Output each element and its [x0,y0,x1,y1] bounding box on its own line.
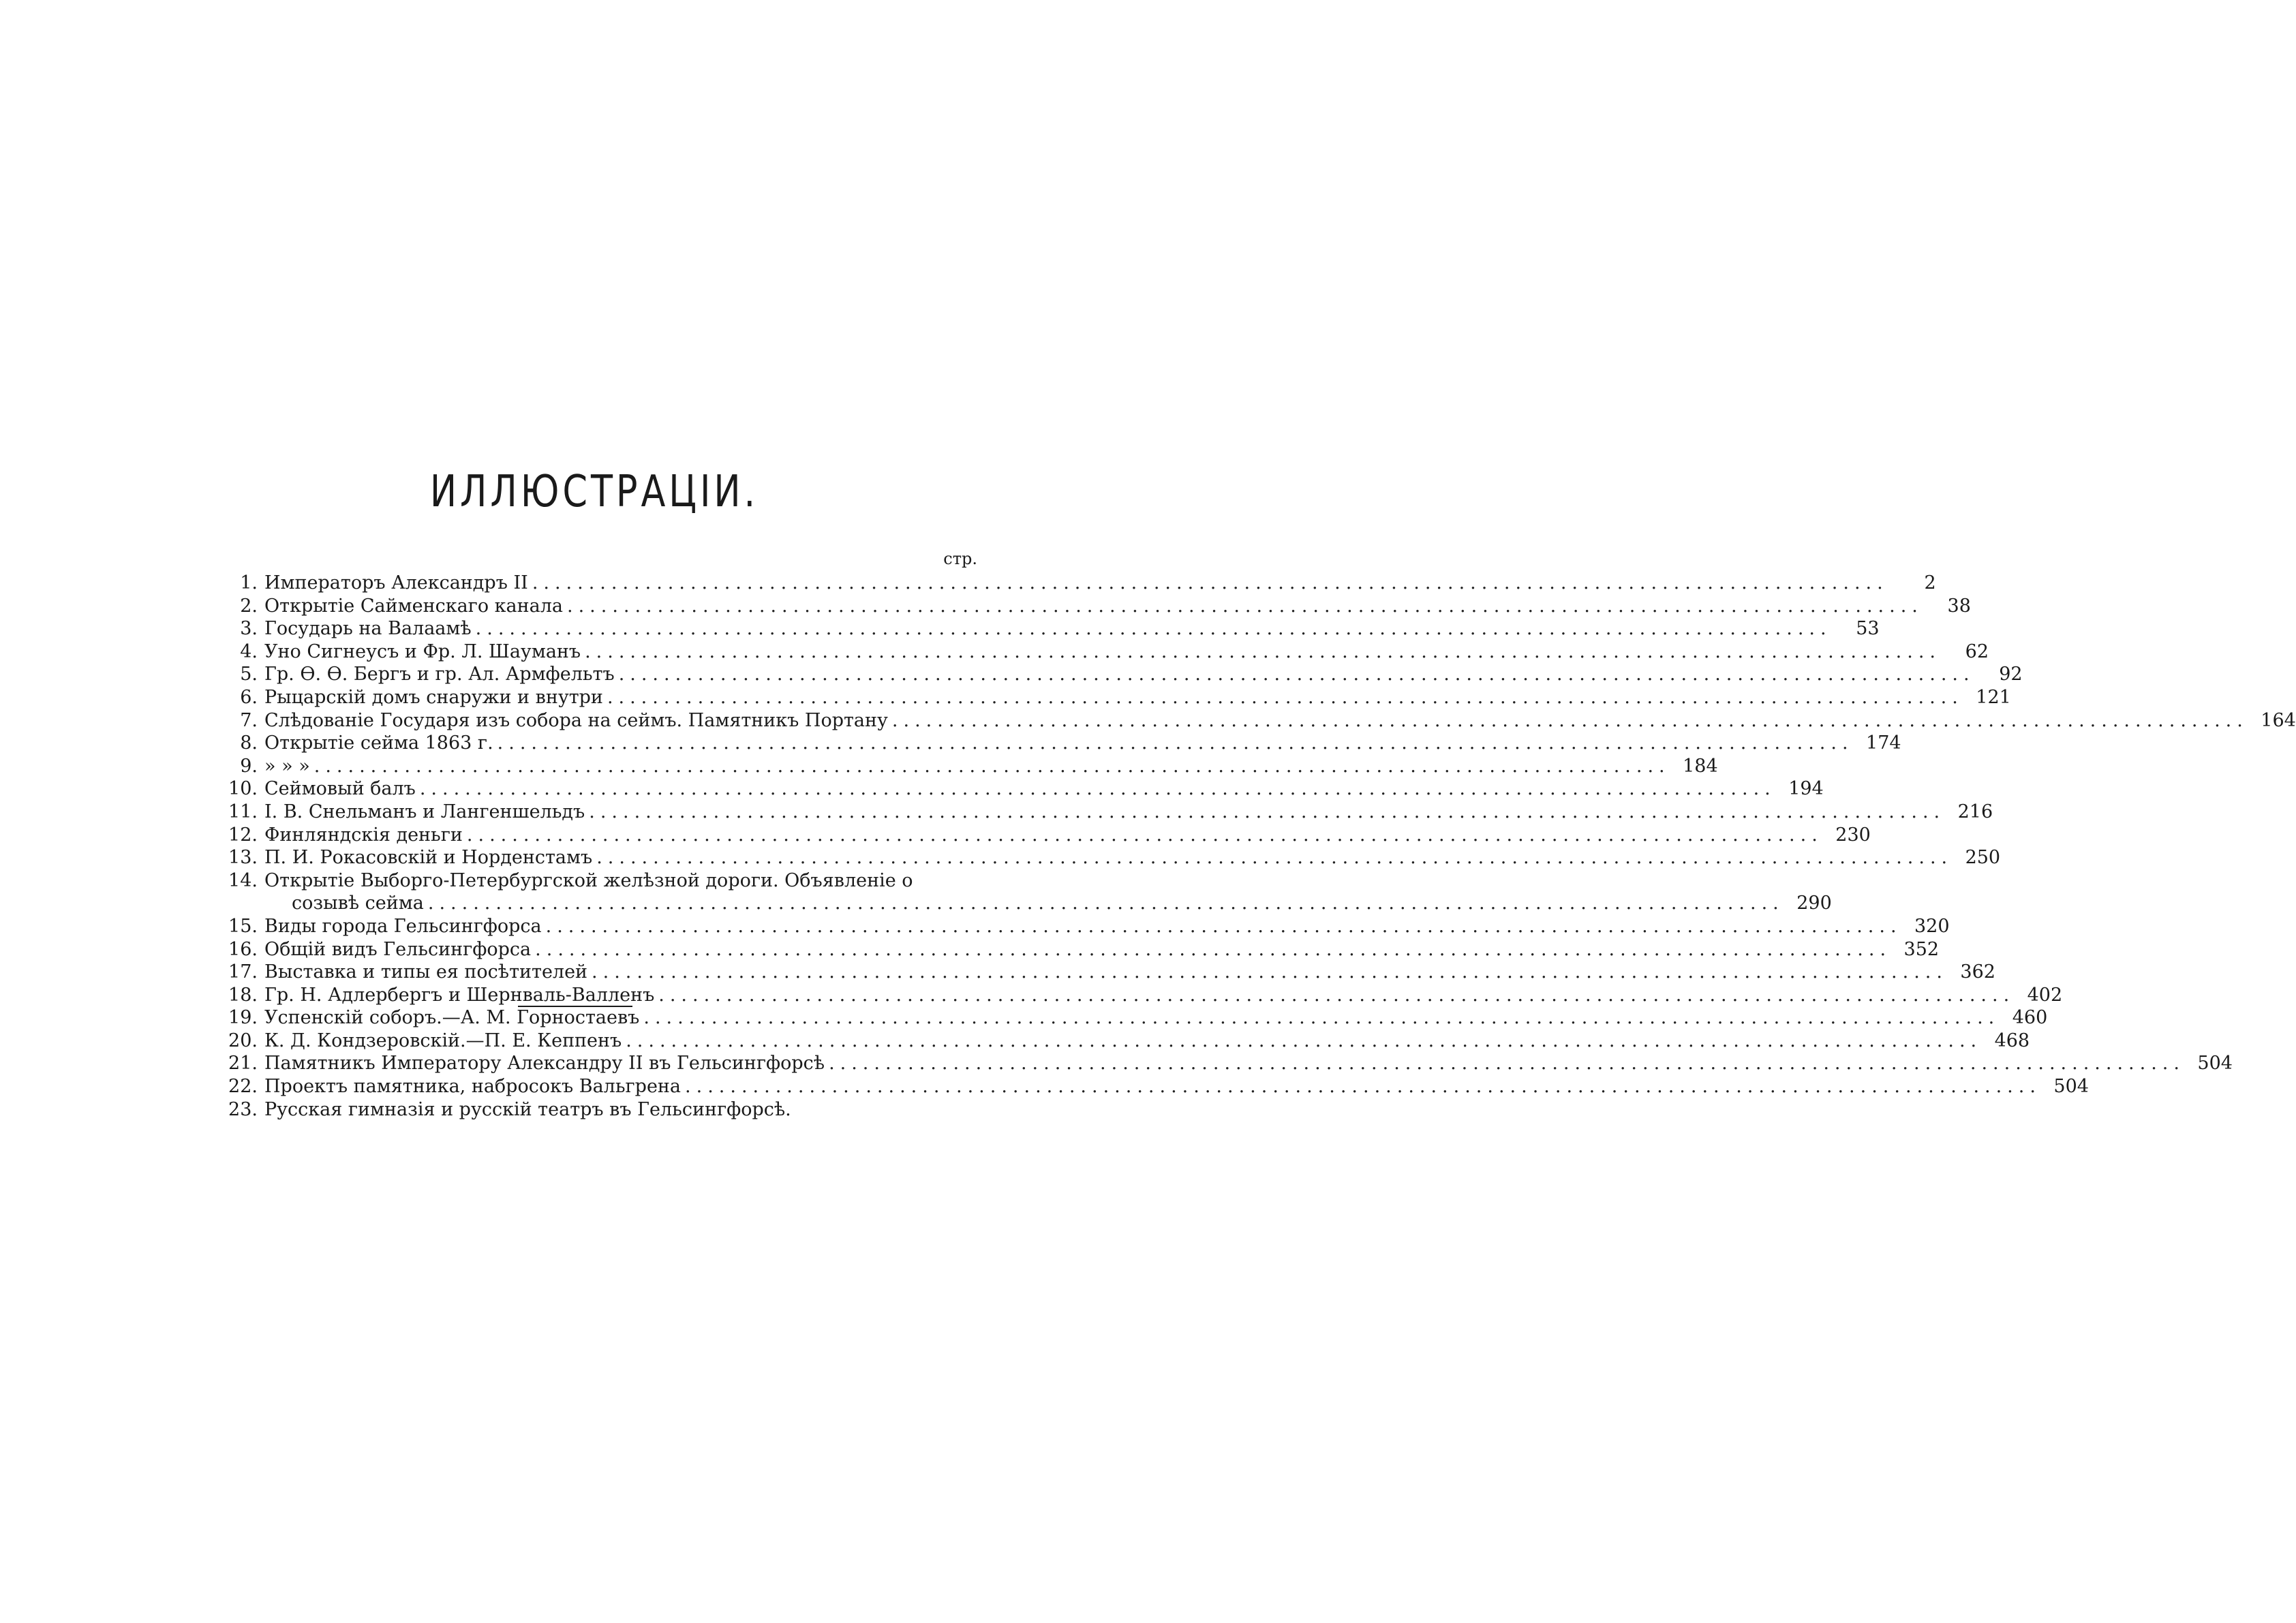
entry-number: 15. [228,915,258,937]
entry-page-number: 320 [1914,915,1950,937]
entry-title: Русская гимназія и русскій театръ въ Гельсингфорсѣ. [264,1098,791,1120]
illustrations-list [211,549,2296,1122]
entry-title: Государь на Валаамѣ [264,618,472,640]
entry-page-number: 504 [2053,1076,2089,1098]
list-item [211,801,1993,824]
entry-number: 4. [240,640,258,662]
entry-page-number: 216 [1957,801,1993,822]
leader-dots: ........................................................................................................................ [535,938,1892,960]
entry-number: 10. [228,778,258,800]
list-item [211,893,1832,916]
page-title: ИЛЛЮСТРАЦІИ. [429,467,759,517]
entry-page-number: 194 [1788,778,1824,800]
list-item [211,1030,2030,1053]
leader-dots: ........................................................................................................................ [626,1030,1983,1051]
entry-number: 7. [240,709,258,731]
entry-page-number: 460 [2012,1007,2048,1029]
leader-dots: ........................................................................................................................ [685,1076,2041,1098]
list-item [211,915,1950,939]
page-column-header [211,549,979,572]
entry-title: Императоръ Александръ II [264,572,528,593]
entry-page-number: 62 [1965,640,1989,662]
list-item [211,755,1718,779]
leader-dots: ........................................................................................................................ [427,893,1784,914]
entry-page-number: 53 [1856,618,1880,640]
list-item [211,1099,979,1122]
entry-title: Уно Сигнеусъ и Фр. Л. Шауманъ [264,640,581,662]
leader-dots: ........................................................................................................................ [658,984,2015,1006]
entry-page-number: 468 [1994,1030,2030,1051]
entry-page-number: 230 [1835,824,1871,846]
list-item [211,847,2001,870]
entry-number: 5. [240,664,258,685]
entry-number: 16. [228,938,258,960]
entry-title: Памятникъ Императору Александру II въ Гельсингфорсѣ [264,1053,825,1075]
leader-dots: ........................................................................................................................ [607,686,1963,708]
entry-title: Гр. Ѳ. Ѳ. Бергъ и гр. Ал. Армфельтъ [264,664,615,685]
entry-page-number: 121 [1976,686,2011,708]
closing-rule [518,1006,632,1007]
entry-title: Сеймовый балъ [264,778,416,800]
list-item [211,686,2011,710]
entry-title: Слѣдованіе Государя изъ собора на сеймъ. Памятникъ Портану [264,709,888,731]
leader-dots: ........................................................................................................................ [466,824,1823,846]
entry-number: 21. [228,1053,258,1075]
entry-number: 9. [240,755,258,777]
entry-number: 11. [228,801,258,822]
list-item [211,1053,2233,1076]
entry-number: 8. [240,732,258,754]
entry-number: 20. [228,1030,258,1051]
entry-title: К. Д. Кондзеровскій.—П. Е. Кеппенъ [264,1030,622,1051]
entry-number: 3. [240,618,258,640]
leader-dots: ........................................................................................................................ [566,595,1923,617]
entry-page-number: 250 [1965,847,2001,869]
leader-dots: ........................................................................................................................ [589,801,1946,822]
entry-title: Открытіе Сайменскаго канала [264,595,563,617]
leader-dots: ........................................................................................................................ [643,1007,2000,1029]
leader-dots: ........................................................................................................................ [313,755,1670,777]
list-item [211,870,979,893]
list-item [211,778,1824,801]
entry-number: 22. [228,1076,258,1098]
entry-number: 6. [240,686,258,708]
list-item [211,984,2063,1008]
leader-dots: ........................................................................................................................ [592,961,1948,983]
entry-title: Открытіе сейма 1863 г. [264,732,493,754]
entry-page-number: 174 [1866,732,1901,754]
entry-page-number: 184 [1683,755,1718,777]
entry-page-number: 504 [2197,1053,2233,1075]
entry-title: Открытіе Выборго-Петербургской желѣзной дороги. Объявленіе о [264,869,913,891]
leader-dots: ........................................................................................................................ [545,915,1902,937]
leader-dots: ........................................................................................................................ [829,1053,2185,1075]
leader-dots: ........................................................................................................................ [596,847,1953,869]
entry-number: 12. [228,824,258,846]
entry-number: 1. [240,572,258,593]
entry-title: Выставка и типы ея посѣтителей [264,961,588,983]
list-item [211,938,1940,962]
list-item [211,961,1995,985]
leader-dots: ........................................................................................................................ [618,664,1975,685]
list-item [211,732,1901,756]
entry-number: 19. [228,1007,258,1029]
entry-title: созывѣ сейма [292,893,424,914]
entry-number: 14. [228,869,258,891]
list-item [211,572,1936,596]
entry-title: Финляндскія деньги [264,824,463,846]
entry-page-number: 2 [1924,572,1936,593]
list-item [211,618,1880,641]
leader-dots: ........................................................................................................................ [891,709,2248,731]
entry-title: Гр. Н. Адлербергъ и Шернваль-Валленъ [264,984,655,1006]
list-item [211,1076,2089,1099]
entry-page-number: 402 [2027,984,2063,1006]
leader-dots: ........................................................................................................................ [497,732,1854,754]
entry-title: Успенскій соборъ.—А. М. Горностаевъ [264,1007,640,1029]
list-item [211,664,2023,687]
entry-page-number: 92 [1999,664,2023,685]
leader-dots: ........................................................................................................................ [475,618,1832,640]
list-item [211,1007,2048,1030]
entry-number: 18. [228,984,258,1006]
leader-dots: ........................................................................................................................ [419,778,1776,800]
entry-page-number: 362 [1960,961,1995,983]
leader-dots: ........................................................................................................................ [585,640,1941,662]
page-column-label: стр. [943,549,977,568]
leader-dots: ........................................................................................................................ [532,572,1888,593]
entry-page-number: 290 [1796,893,1832,914]
entry-title: Проектъ памятника, набросокъ Вальгрена [264,1076,682,1098]
entry-number: 17. [228,961,258,983]
entry-number: 23. [228,1098,258,1120]
entry-page-number: 352 [1903,938,1940,960]
list-item [211,595,1971,619]
list-item [211,640,1989,664]
entry-title: » » » [264,755,310,777]
entry-title: І. В. Снельманъ и Лангеншельдъ [264,801,585,822]
entry-title: П. И. Рокасовскій и Норденстамъ [264,847,593,869]
entry-title: Рыцарскій домъ снаружи и внутри [264,686,603,708]
list-item [211,709,2296,733]
entries-container [211,572,2296,1122]
entry-title: Виды города Гельсингфорса [264,915,542,937]
list-item [211,824,1871,848]
entry-page-number: 164 [2261,709,2296,731]
entry-page-number: 38 [1947,595,1971,617]
entry-title: Общій видъ Гельсингфорса [264,938,532,960]
entry-number: 13. [228,847,258,869]
entry-number: 2. [240,595,258,617]
